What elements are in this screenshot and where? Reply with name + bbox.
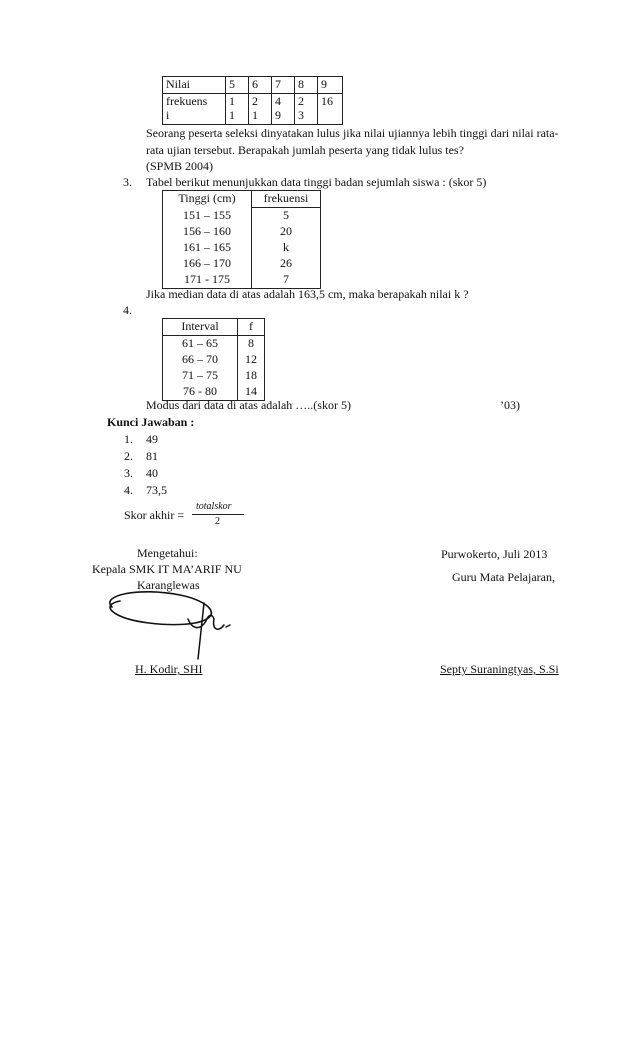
answer-number: 1. bbox=[124, 432, 133, 446]
row-label-line: frekuens bbox=[166, 94, 208, 108]
table-row bbox=[163, 336, 265, 353]
table-cell: 12 bbox=[238, 352, 265, 368]
table-row bbox=[163, 94, 343, 125]
interval-frequency-table bbox=[162, 318, 265, 401]
answer-value: 40 bbox=[146, 466, 158, 480]
table-cell: 14 bbox=[238, 384, 265, 401]
table-cell: 2 3 bbox=[295, 94, 318, 125]
table-cell: 166 – 170 bbox=[163, 256, 252, 272]
score-frequency-table bbox=[162, 76, 343, 125]
table-row bbox=[163, 352, 265, 368]
table-header-cell: 6 bbox=[249, 77, 272, 94]
table-cell: 4 9 bbox=[272, 94, 295, 125]
table-row bbox=[163, 224, 321, 240]
height-frequency-table bbox=[162, 190, 321, 289]
table-cell: 7 bbox=[252, 272, 321, 289]
table-header-cell: 9 bbox=[318, 77, 343, 94]
table-cell: 71 – 75 bbox=[163, 368, 238, 384]
signature-right-name: Septy Suraningtyas, S.Si bbox=[440, 662, 559, 676]
table-row bbox=[163, 77, 343, 94]
table-header-cell: 7 bbox=[272, 77, 295, 94]
question-source: ’03) bbox=[500, 398, 520, 412]
question-number: 4. bbox=[123, 303, 132, 317]
answer-number: 3. bbox=[124, 466, 133, 480]
signature-right-date: Purwokerto, Juli 2013 bbox=[441, 547, 548, 561]
answer-value: 49 bbox=[146, 432, 158, 446]
signature-right-title: Guru Mata Pelajaran, bbox=[452, 570, 555, 584]
table-cell: 156 – 160 bbox=[163, 224, 252, 240]
question-text: rata ujian tersebut. Berapakah jumlah peserta yang tidak lulus tes? bbox=[146, 143, 464, 157]
table-header-cell: frekuensi bbox=[252, 191, 321, 208]
table-header-cell: f bbox=[238, 319, 265, 336]
question-number: 3. bbox=[123, 175, 132, 189]
table-header-cell: 5 bbox=[226, 77, 249, 94]
table-header-cell: Nilai bbox=[163, 77, 226, 94]
question-text: Modus dari data di atas adalah …..(skor 5) bbox=[146, 398, 351, 412]
table-row bbox=[163, 240, 321, 256]
table-cell: 151 – 155 bbox=[163, 208, 252, 225]
answer-number: 2. bbox=[124, 449, 133, 463]
question-source: (SPMB 2004) bbox=[146, 159, 214, 173]
answer-value: 81 bbox=[146, 449, 158, 463]
table-header-cell: Interval bbox=[163, 319, 238, 336]
score-formula-label: Skor akhir = bbox=[124, 508, 185, 522]
score-formula-numerator: totalskor bbox=[196, 501, 232, 512]
question-text: Jika median data di atas adalah 163,5 cm, maka berapakah nilai k ? bbox=[146, 287, 469, 301]
question-text: Tabel berikut menunjukkan data tinggi badan sejumlah siswa : (skor 5) bbox=[146, 175, 487, 189]
table-cell: 2 1 bbox=[249, 94, 272, 125]
table-cell: 161 – 165 bbox=[163, 240, 252, 256]
table-header-cell: Tinggi (cm) bbox=[163, 191, 252, 208]
table-row bbox=[163, 319, 265, 336]
table-cell: 66 – 70 bbox=[163, 352, 238, 368]
table-cell: 61 – 65 bbox=[163, 336, 238, 353]
handwritten-signature bbox=[100, 585, 250, 665]
table-row bbox=[163, 191, 321, 208]
table-cell: 76 - 80 bbox=[163, 384, 238, 401]
answer-value: 73,5 bbox=[146, 483, 167, 497]
table-cell: 171 - 175 bbox=[163, 272, 252, 289]
table-cell: 5 bbox=[252, 208, 321, 225]
table-row bbox=[163, 208, 321, 225]
signature-left-heading: Mengetahui: bbox=[137, 546, 198, 560]
answer-key-title: Kunci Jawaban : bbox=[107, 415, 195, 429]
table-cell bbox=[163, 94, 226, 125]
row-label-line: i bbox=[166, 108, 170, 122]
score-formula-denominator: 2 bbox=[215, 516, 220, 527]
table-row bbox=[163, 256, 321, 272]
table-cell: 18 bbox=[238, 368, 265, 384]
answer-number: 4. bbox=[124, 483, 133, 497]
table-cell: 8 bbox=[238, 336, 265, 353]
signature-left-place: Karanglewas bbox=[137, 578, 200, 592]
signature-left-name: H. Kodir, SHI bbox=[135, 662, 203, 676]
question-text: Seorang peserta seleksi dinyatakan lulus jika nilai ujiannya lebih tinggi dari nilai rata- bbox=[146, 126, 559, 140]
table-cell: 26 bbox=[252, 256, 321, 272]
signature-left-title: Kepala SMK IT MA’ARIF NU bbox=[92, 562, 242, 576]
table-cell: k bbox=[252, 240, 321, 256]
table-cell: 1 1 bbox=[226, 94, 249, 125]
table-header-cell: 8 bbox=[295, 77, 318, 94]
table-cell: 20 bbox=[252, 224, 321, 240]
table-cell: 16 bbox=[318, 94, 343, 125]
table-row bbox=[163, 368, 265, 384]
